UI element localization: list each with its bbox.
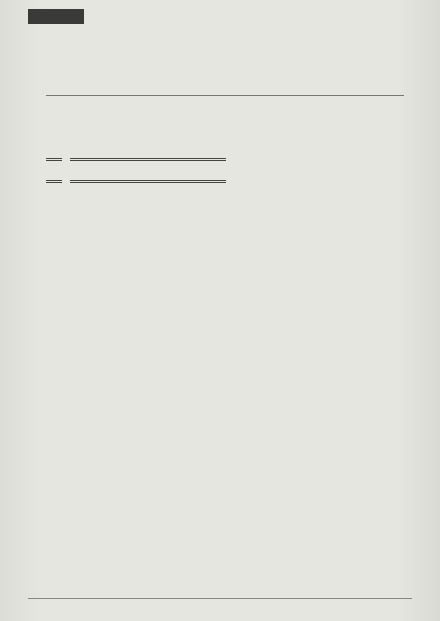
feature-tag — [28, 9, 84, 24]
heading-rule — [46, 158, 62, 161]
heading-rule — [70, 180, 226, 183]
right-column — [230, 150, 412, 163]
title-divider — [46, 95, 404, 96]
heading-rule — [70, 158, 226, 161]
section-heading-second — [46, 175, 226, 187]
heading-rule — [46, 180, 62, 183]
left-column — [46, 150, 226, 196]
page-header — [0, 0, 440, 30]
section-heading-intro — [46, 153, 226, 165]
footer-divider — [28, 598, 412, 599]
